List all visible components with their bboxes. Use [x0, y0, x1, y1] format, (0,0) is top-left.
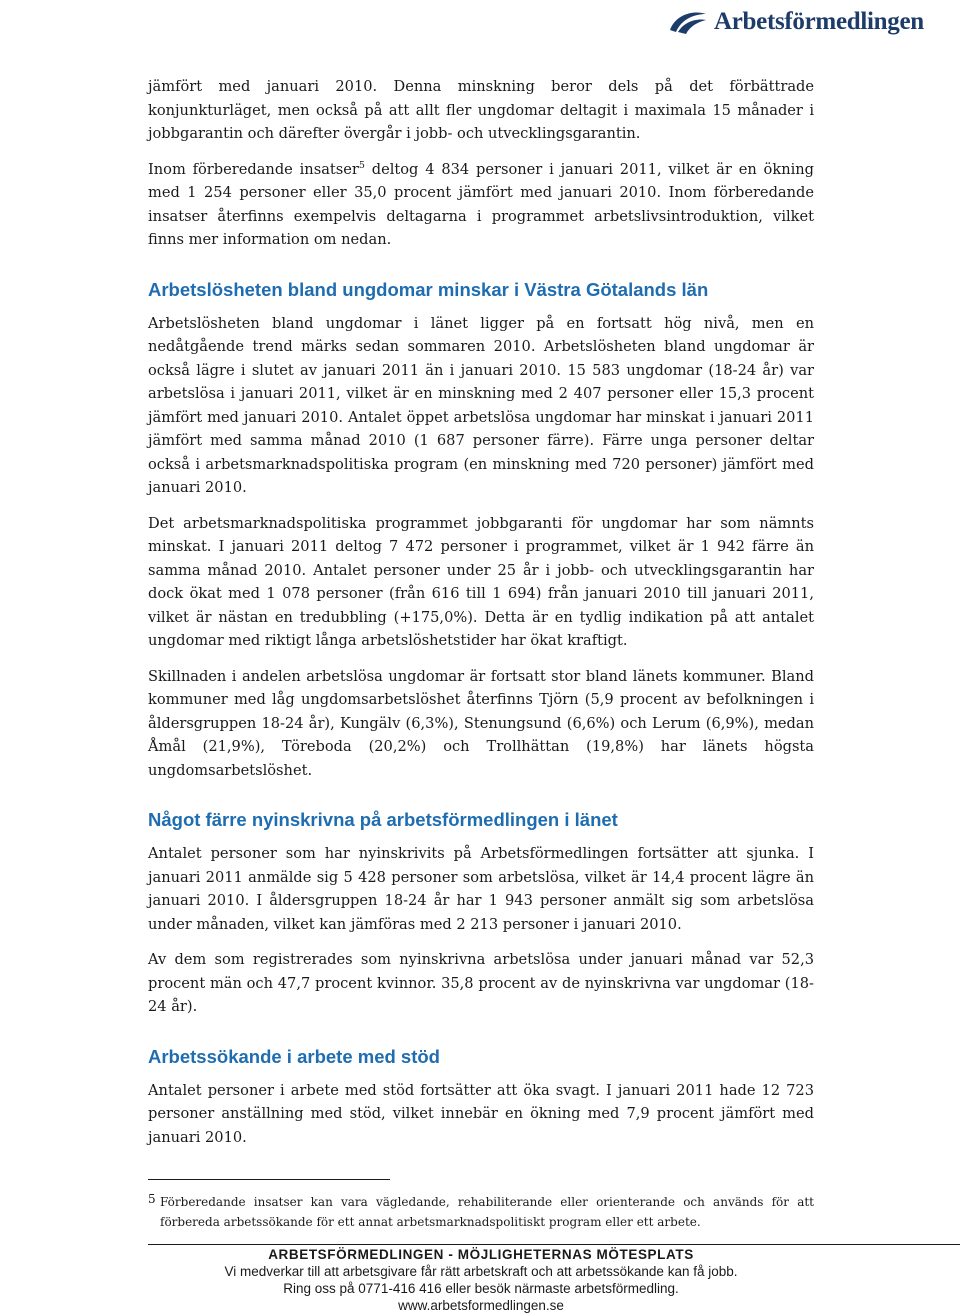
logo-swoosh-icon — [668, 8, 708, 36]
section-heading: Något färre nyinskrivna på arbetsförmedlingen i länet — [148, 809, 618, 830]
footnote-divider — [148, 1179, 390, 1180]
paragraph: jämfört med januari 2010. Denna minskning beror dels på det förbättrade konjunkturläget, men också på att allt fler ungdomar deltagit i maximala 15 månader i jobbgarantin och därefter övergår i jobb- och utvecklingsgarantin. — [148, 78, 814, 142]
paragraph — [148, 158, 814, 252]
logo-text: Arbetsförmedlingen — [714, 8, 924, 35]
paragraph: Arbetslösheten bland ungdomar i länet ligger på en fortsatt hög nivå, men en nedåtgående trend märks sedan sommaren 2010. Arbetslösheten bland ungdomar är också lägre i slutet av januari 2011 än i januari 2010. 15 583 ungdomar (18-24 år) var arbetslösa i januari 2011, vilket är en minskning med 2 407 personer eller 15,3 procent jämfört med januari 2010. Antalet öppet arbetslösa ungdomar har minskat i januari 2011 jämfört med samma månad 2010 (1 687 personer färre). Färre unga personer deltar också i arbetsmarknadspolitiska program (en minskning med 720 personer) jämfört med januari 2010. — [148, 314, 814, 496]
paragraph: Det arbetsmarknadspolitiska programmet jobbgaranti för ungdomar har som nämnts minskat. I januari 2011 deltog 7 472 personer i programmet, vilket är 1 942 färre än samma månad 2010. Antalet personer under 25 år i jobb- och utvecklingsgarantin har dock ökat med 1 078 personer (från 616 till 1 694) från januari 2010 till januari 2011, vilket är nästan en tredubbling (+175,0%). Detta är en tydlig indikation på att antalet ungdomar med riktigt långa arbetslöshetstider har ökat kraftigt. — [148, 514, 814, 649]
footer-line: Vi medverkar till att arbetsgivare får rätt arbetskraft och att arbetssökande kan få jobb. — [224, 1264, 738, 1279]
paragraph: Antalet personer i arbete med stöd fortsätter att öka svagt. I januari 2011 hade 12 723 personer anställning med stöd, vilket innebär en ökning med 7,9 procent jämfört med januari 2010. — [148, 1081, 814, 1146]
footnote — [148, 1192, 814, 1232]
paragraph: Skillnaden i andelen arbetslösa ungdomar är fortsatt stor bland länets kommuner. Bland kommuner med låg ungdomsarbetslöshet återfinns Tjörn (5,9 procent av befolkningen i åldersgruppen 18-24 år), Kungälv (6,3%), Stenungsund (6,6%) och Lerum (6,9%), medan Åmål (21,9%), Töreboda (20,2%) och Trollhättan (19,8%) har länets högsta ungdomsarbetslöshet. — [148, 667, 814, 779]
footer-line: Ring oss på 0771-416 416 eller besök närmaste arbetsförmedling. — [283, 1281, 679, 1296]
footer-divider — [148, 1244, 960, 1245]
footnote-text: Förberedande insatser kan vara vägledande, rehabiliterande eller orienterande och används för att förbereda arbetssökande för ett annat arbetsmarknadspolitiskt program eller ett arbete. — [160, 1195, 814, 1229]
footnote-number: 5 — [148, 1192, 156, 1206]
paragraph-text: deltog 4 834 personer i januari 2011, vilket är en ökning med 1 254 personer eller 35,0 procent jämfört med januari 2010. Inom förberedande insatser återfinns exempelvis deltagarna i programmet arbetslivsintroduktion, vilket finns mer information om nedan. — [148, 160, 814, 248]
paragraph: Av dem som registrerades som nyinskrivna arbetslösa under januari månad var 52,3 procent män och 47,7 procent kvinnor. 35,8 procent av de nyinskrivna var ungdomar (18-24 år). — [148, 951, 814, 1015]
section-heading: Arbetssökande i arbete med stöd — [148, 1045, 440, 1067]
document-body — [148, 75, 814, 1161]
paragraph-text: Inom förberedande insatser — [148, 160, 359, 178]
footer-url[interactable]: www.arbetsformedlingen.se — [398, 1298, 564, 1313]
arbetsformedlingen-logo — [668, 4, 952, 40]
section-heading: Arbetslösheten bland ungdomar minskar i Västra Götalands län — [148, 278, 709, 300]
footnote-ref: 5 — [358, 159, 365, 171]
footer-title: ARBETSFÖRMEDLINGEN - MÖJLIGHETERNAS MÖTESPLATS — [268, 1247, 694, 1262]
page-footer — [148, 1246, 814, 1314]
paragraph: Antalet personer som har nyinskrivits på Arbetsförmedlingen fortsätter att sjunka. I januari 2011 anmälde sig 5 428 personer som arbetslösa, vilket är 14,4 procent lägre än januari 2010. I åldersgruppen 18-24 år har 1 943 personer anmält sig som arbetslösa under månaden, vilket kan jämföras med 2 213 personer i januari 2010. — [148, 845, 814, 933]
